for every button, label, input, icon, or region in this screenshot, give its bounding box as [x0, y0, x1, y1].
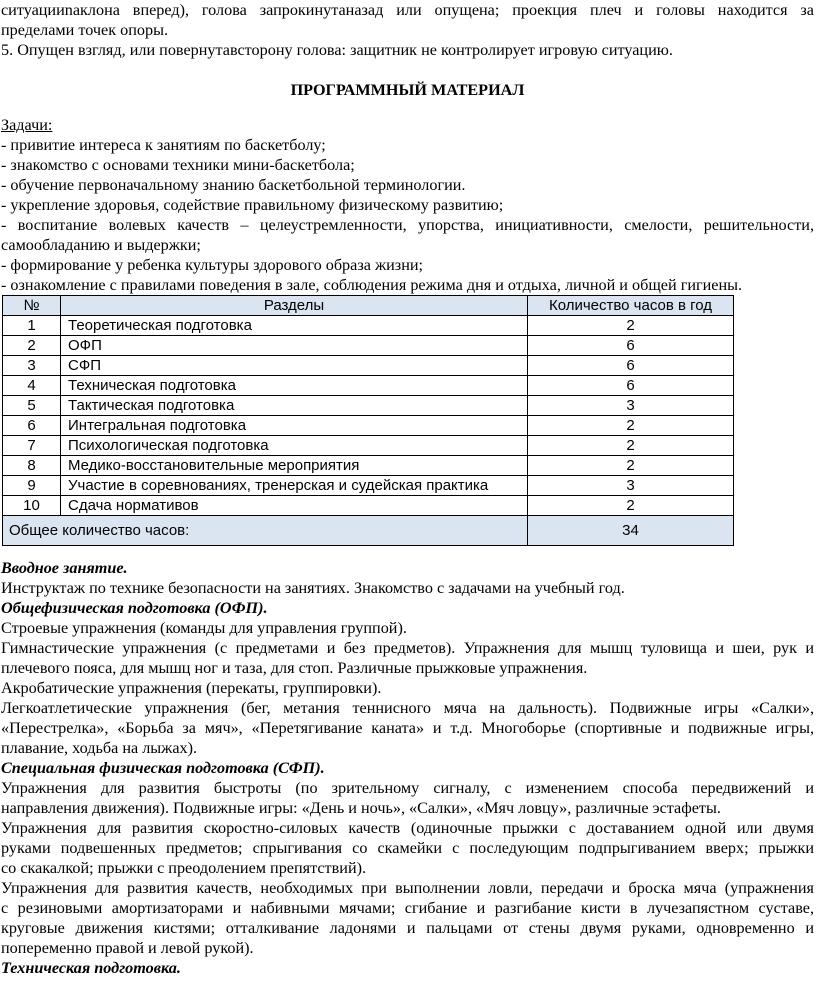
task-item: самообладанию и выдержки; — [1, 236, 201, 254]
row-number: 7 — [3, 436, 61, 456]
intro-lesson-text: Инструктаж по технике безопасности на занятиях. Знакомство с задачами на учебный год. — [1, 579, 625, 597]
row-section: Медико-восстановительные мероприятия — [61, 456, 528, 476]
intro-lesson-heading: Вводное занятие. — [1, 559, 128, 577]
row-number: 10 — [3, 496, 61, 516]
row-hours: 3 — [528, 476, 734, 496]
sfp-heading: Специальная физическая подготовка (СФП). — [1, 759, 325, 777]
task-item: - привитие интереса к занятиям по баскетболу; — [1, 136, 326, 154]
row-number: 6 — [3, 416, 61, 436]
row-hours: 2 — [528, 456, 734, 476]
ofp-paragraph: Гимнастические упражнения (с предметами и без предметов). Упражнения для мышц туловища и шеи, рук и — [1, 639, 814, 657]
tasks-heading: Задачи: — [1, 116, 53, 134]
table-total-row — [3, 516, 734, 546]
row-hours: 6 — [528, 336, 734, 356]
total-value: 34 — [528, 516, 734, 546]
header-number: № — [3, 296, 61, 316]
row-section: Участие в соревнованиях, тренерская и судейская практика — [61, 476, 528, 496]
table-row — [3, 336, 734, 356]
table-row — [3, 316, 734, 336]
table-row — [3, 376, 734, 396]
row-hours: 2 — [528, 316, 734, 336]
row-section: ОФП — [61, 336, 528, 356]
tasks-list — [1, 135, 814, 295]
sfp-paragraph: Упражнения для развития быстроты (по зрительному сигналу, с изменением способа передвижений и — [1, 779, 814, 797]
task-item: - воспитание волевых качеств – целеустремленности, упорства, инициативности, смелости, решительности, — [1, 216, 814, 234]
intro-line-1: ситуацииnаклона вперед), голова запрокинутаназад или опущена; проекция плеч и головы находится за — [1, 1, 814, 19]
sfp-paragraph: Упражнения для развития качеств, необходимых при выполнении ловли, передачи и броска мяча (упражнения — [1, 879, 814, 897]
table-row — [3, 416, 734, 436]
table-row — [3, 356, 734, 376]
row-section: Интегральная подготовка — [61, 416, 528, 436]
sfp-paragraph: круговые движения кистями; отталкивание ладонями и пальцами от стены двумя руками, одновременно и — [1, 919, 814, 937]
intro-line-3: 5. Опущен взгляд, или повернутавсторону голова: защитник не контролирует игровую ситуацию. — [1, 41, 673, 59]
table-row — [3, 456, 734, 476]
row-section: Тактическая подготовка — [61, 396, 528, 416]
sfp-paragraph: со скакалкой; прыжки с преодолением препятствий). — [1, 859, 367, 877]
row-hours: 2 — [528, 416, 734, 436]
row-section: Техническая подготовка — [61, 376, 528, 396]
task-item: - ознакомление с правилами поведения в зале, соблюдения режима дня и отдыха, личной и общей гигиены. — [1, 276, 743, 294]
ofp-paragraph: плечевого пояса, для мышц ног и таза, для стоп. Различные прыжковые упражнения. — [1, 659, 588, 677]
row-number: 4 — [3, 376, 61, 396]
sfp-paragraph: направления движения). Подвижные игры: «День и ночь», «Салки», «Мяч ловцу», различные эстафеты. — [1, 799, 721, 817]
row-section: Теоретическая подготовка — [61, 316, 528, 336]
row-hours: 6 — [528, 356, 734, 376]
task-item: - укрепление здоровья, содействие правильному физическому развитию; — [1, 196, 504, 214]
sfp-paragraph: руками подвешенных предметов; спрыгивания со скамейки с последующим подпрыгиванием вверх; прыжки — [1, 839, 814, 857]
section-title: ПРОГРАММНЫЙ МАТЕРИАЛ — [290, 81, 525, 99]
task-item: - формирование у ребенка культуры здорового образа жизни; — [1, 256, 424, 274]
table-row — [3, 436, 734, 456]
ofp-heading: Общефизическая подготовка (ОФП). — [1, 599, 268, 617]
ofp-paragraph: Строевые упражнения (команды для управления группой). — [1, 619, 407, 637]
header-hours: Количество часов в год — [528, 296, 734, 316]
row-section: Сдача нормативов — [61, 496, 528, 516]
row-number: 5 — [3, 396, 61, 416]
ofp-paragraph: плавание, ходьба на лыжах). — [1, 739, 198, 757]
sfp-paragraph: с резиновыми амортизаторами и набивными мячами; сгибание и разгибание кисти в лучезапястном суставе, — [1, 899, 814, 917]
ofp-paragraph: Акробатические упражнения (перекаты, группировки). — [1, 679, 382, 697]
task-item: - знакомство с основами техники мини-баскетбола; — [1, 156, 355, 174]
row-section: СФП — [61, 356, 528, 376]
tech-heading: Техническая подготовка. — [1, 959, 181, 977]
row-hours: 6 — [528, 376, 734, 396]
row-hours: 3 — [528, 396, 734, 416]
table-row — [3, 496, 734, 516]
ofp-paragraph: «Перестрелка», «Борьба за мяч», «Перетягивание каната» и т.д. Многоборье (спортивные и подвижные игры, — [1, 719, 814, 737]
sfp-paragraph: Упражнения для развития скоростно-силовых качеств (одиночные прыжки с доставанием одной или двумя — [1, 819, 814, 837]
intro-line-2: пределами точек опоры. — [1, 21, 169, 39]
row-number: 1 — [3, 316, 61, 336]
row-number: 9 — [3, 476, 61, 496]
row-hours: 2 — [528, 496, 734, 516]
row-number: 3 — [3, 356, 61, 376]
table-row — [3, 476, 734, 496]
total-label: Общее количество часов: — [3, 516, 528, 546]
row-number: 2 — [3, 336, 61, 356]
row-hours: 2 — [528, 436, 734, 456]
table-row — [3, 396, 734, 416]
ofp-paragraph: Легкоатлетические упражнения (бег, метания теннисного мяча на дальность). Подвижные игры «Салки», — [1, 699, 814, 717]
sfp-paragraph: попеременно правой и левой рукой). — [1, 939, 254, 957]
task-item: - обучение первоначальному знанию баскетбольной терминологии. — [1, 176, 466, 194]
hours-table — [2, 295, 734, 546]
row-number: 8 — [3, 456, 61, 476]
table-header-row — [3, 296, 734, 316]
row-section: Психологическая подготовка — [61, 436, 528, 456]
header-sections: Разделы — [61, 296, 528, 316]
